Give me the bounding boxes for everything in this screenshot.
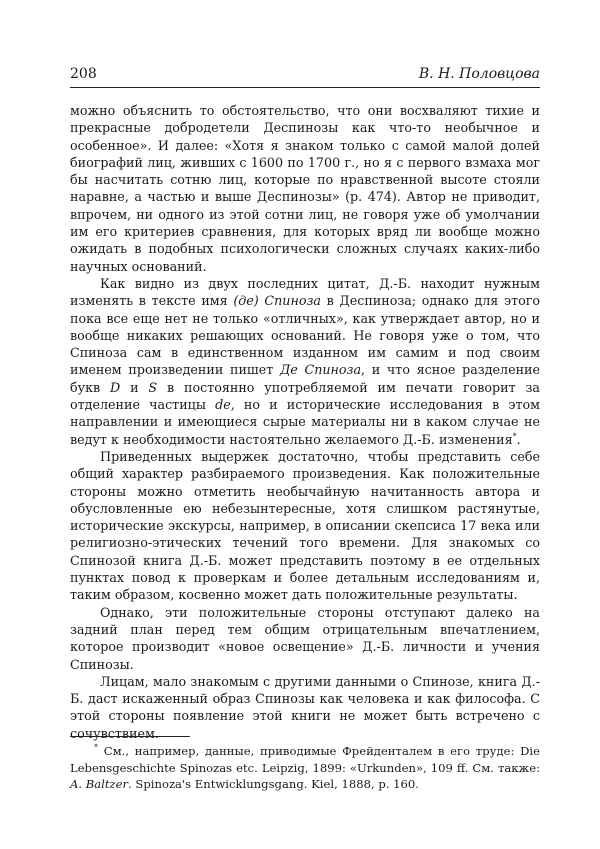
paragraph-4: Однако, эти положительные стороны отступают далеко на задний план перед тем общим отрицательным впечатлением, которое производит «новое освещение» Д.-Б. личности и учения Спинозы. bbox=[70, 604, 540, 672]
paragraph-5: Лицам, мало знакомым с другими данными о Спинозе, книга Д.-Б. даст искаженный образ Спинозы как человека и как философа. С этой стороны появление этой книги не может быть встречено с сочувствием. bbox=[70, 673, 540, 741]
paragraph-2-text: . bbox=[516, 431, 521, 447]
paragraph-3: Приведенных выдержек достаточно, чтобы представить себе общий характер разбираемого произведения. Как положительные стороны можно отметить необычайную начитанность автора и обусловленные ею небезынтересные, хотя слишком растянутые, исторические экскурсы, например, в описании скепсиса 17 века или религиозно-этических течений того времени. Для знакомых со Спинозой книга Д.-Б. может представить поэтому в ее отдельных пунктах повод к проверкам и более детальным исследованиям и, таким образом, косвенно может дать положительные результаты. bbox=[70, 448, 540, 603]
paragraph-2-italic: D bbox=[110, 379, 121, 395]
footnote bbox=[70, 743, 540, 793]
paragraph-2-text: в постоянно употребляемой им печати говорит за отделение частицы bbox=[70, 379, 540, 413]
paragraph-2-text: и bbox=[120, 379, 149, 395]
main-text bbox=[70, 102, 540, 742]
footnote-italic: A. Baltzer bbox=[70, 777, 129, 791]
paragraph-2-text: в Деспиноза; однако для этого пока все еще нет не только «отличных», как утверждает автор, но и вообще никаких решающих оснований. Не говоря уже о том, что Спиноза сам в единственном изданном им самим и под своим именем произведении пишет bbox=[70, 293, 541, 378]
page-number: 208 bbox=[70, 66, 97, 82]
footnote-text: См., например, данные, приводимые Фрейденталем в его труде: Die Lebensgeschichte Spinozas etc. Leipzig, 1899: «Urkunden», 109 ff. См. также: bbox=[70, 744, 540, 775]
footnote-text: . Spinoza's Entwicklungsgang. Kiel, 1888, p. 160. bbox=[128, 777, 419, 791]
paragraph-2-italic: de bbox=[215, 397, 231, 413]
running-author: В. Н. Половцова bbox=[418, 66, 540, 82]
paragraph-2-italic: S bbox=[148, 379, 158, 395]
header-rule bbox=[70, 87, 540, 88]
paragraph-2-italic: Де Спиноза bbox=[279, 362, 362, 378]
paragraph-2-text: Как видно из двух последних цитат, Д.-Б. находит нужным изменять в тексте имя bbox=[70, 275, 540, 309]
running-header bbox=[70, 66, 540, 88]
paragraph-2 bbox=[70, 275, 540, 448]
paragraph-2-italic: (де) Спиноза bbox=[233, 293, 321, 309]
footnote-mark: * bbox=[94, 743, 98, 753]
paragraph-2-text: , и что ясное разделение букв bbox=[70, 362, 540, 395]
footnote-reference[interactable]: * bbox=[512, 431, 517, 441]
paragraph-1: можно объяснить то обстоятельство, что они восхваляют тихие и прекрасные добродетели Деспинозы как что-то необычное и особенное». И далее: «Хотя я знаком только с самой малой долей биографий лиц, живших с 1600 по 1700 г., но я с первого взмаха мог бы насчитать сотню лиц, которые по нравственной высоте стояли наравне, а частью и выше Деспинозы» (р. 474). Автор не приводит, впрочем, ни одного из этой сотни лиц, не говоря уже об умолчании им его критериев сравнения, для которых вряд ли вообще можно ожидать в подобных психологически сложных случаях каких-либо научных оснований. bbox=[70, 103, 540, 274]
footnote-rule bbox=[70, 736, 190, 737]
paragraph-2-text: , но и исторические исследования в этом направлении и имеющиеся сырые материалы ни в каком случае не ведут к необходимости настоятельно желаемого Д.-Б. изменения bbox=[70, 397, 541, 447]
